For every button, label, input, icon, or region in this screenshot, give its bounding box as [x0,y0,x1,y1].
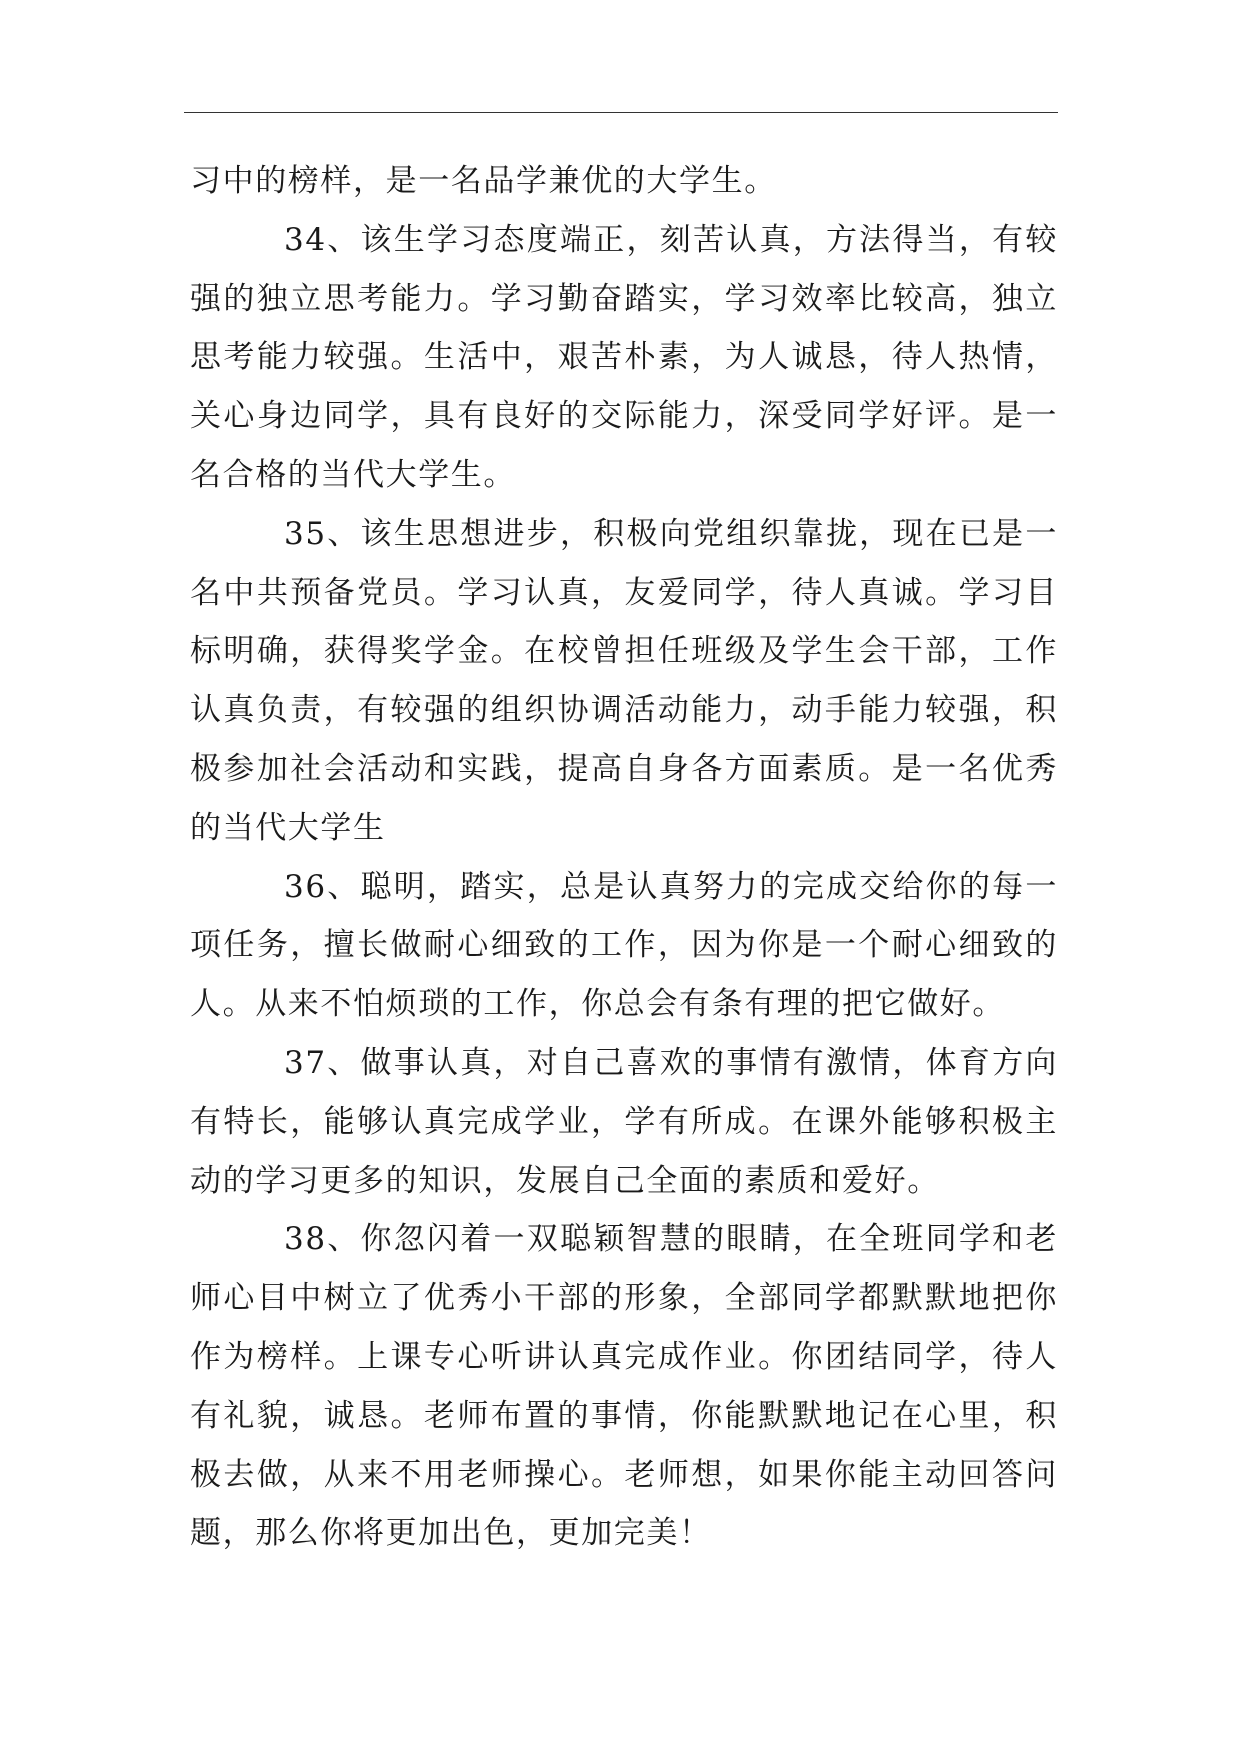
paragraph-36: 36、聪明，踏实，总是认真努力的完成交给你的每一项任务，擅长做耐心细致的工作，因为你是一个耐心细致的人。从来不怕烦琐的工作，你总会有条有理的把它做好。 [190,868,1058,1023]
header-rule [184,112,1058,113]
paragraph-37: 37、做事认真，对自己喜欢的事情有激情，体育方向有特长，能够认真完成学业，学有所成。在课外能够积极主动的学习更多的知识，发展自己全面的素质和爱好。 [190,1044,1058,1199]
paragraph-35: 35、该生思想进步，积极向党组织靠拢，现在已是一名中共预备党员。学习认真，友爱同学，待人真诚。学习目标明确，获得奖学金。在校曾担任班级及学生会干部，工作认真负责，有较强的组织协调活动能力，动手能力较强，积极参加社会活动和实践，提高自身各方面素质。是一名优秀的当代大学生 [190,515,1058,846]
paragraph-34: 34、该生学习态度端正，刻苦认真，方法得当，有较强的独立思考能力。学习勤奋踏实，学习效率比较高，独立思考能力较强。生活中，艰苦朴素，为人诚恳，待人热情，关心身边同学，具有良好的交际能力，深受同学好评。是一名合格的当代大学生。 [190,221,1058,493]
document-body [190,152,1058,1563]
paragraph-38: 38、你忽闪着一双聪颖智慧的眼睛，在全班同学和老师心目中树立了优秀小干部的形象，全部同学都默默地把你作为榜样。上课专心听讲认真完成作业。你团结同学，待人有礼貌，诚恳。老师布置的事情，你能默默地记在心里，积极去做，从来不用老师操心。老师想，如果你能主动回答问题，那么你将更加出色，更加完美！ [190,1221,1058,1552]
paragraph-continuation: 习中的榜样，是一名品学兼优的大学生。 [190,163,777,199]
